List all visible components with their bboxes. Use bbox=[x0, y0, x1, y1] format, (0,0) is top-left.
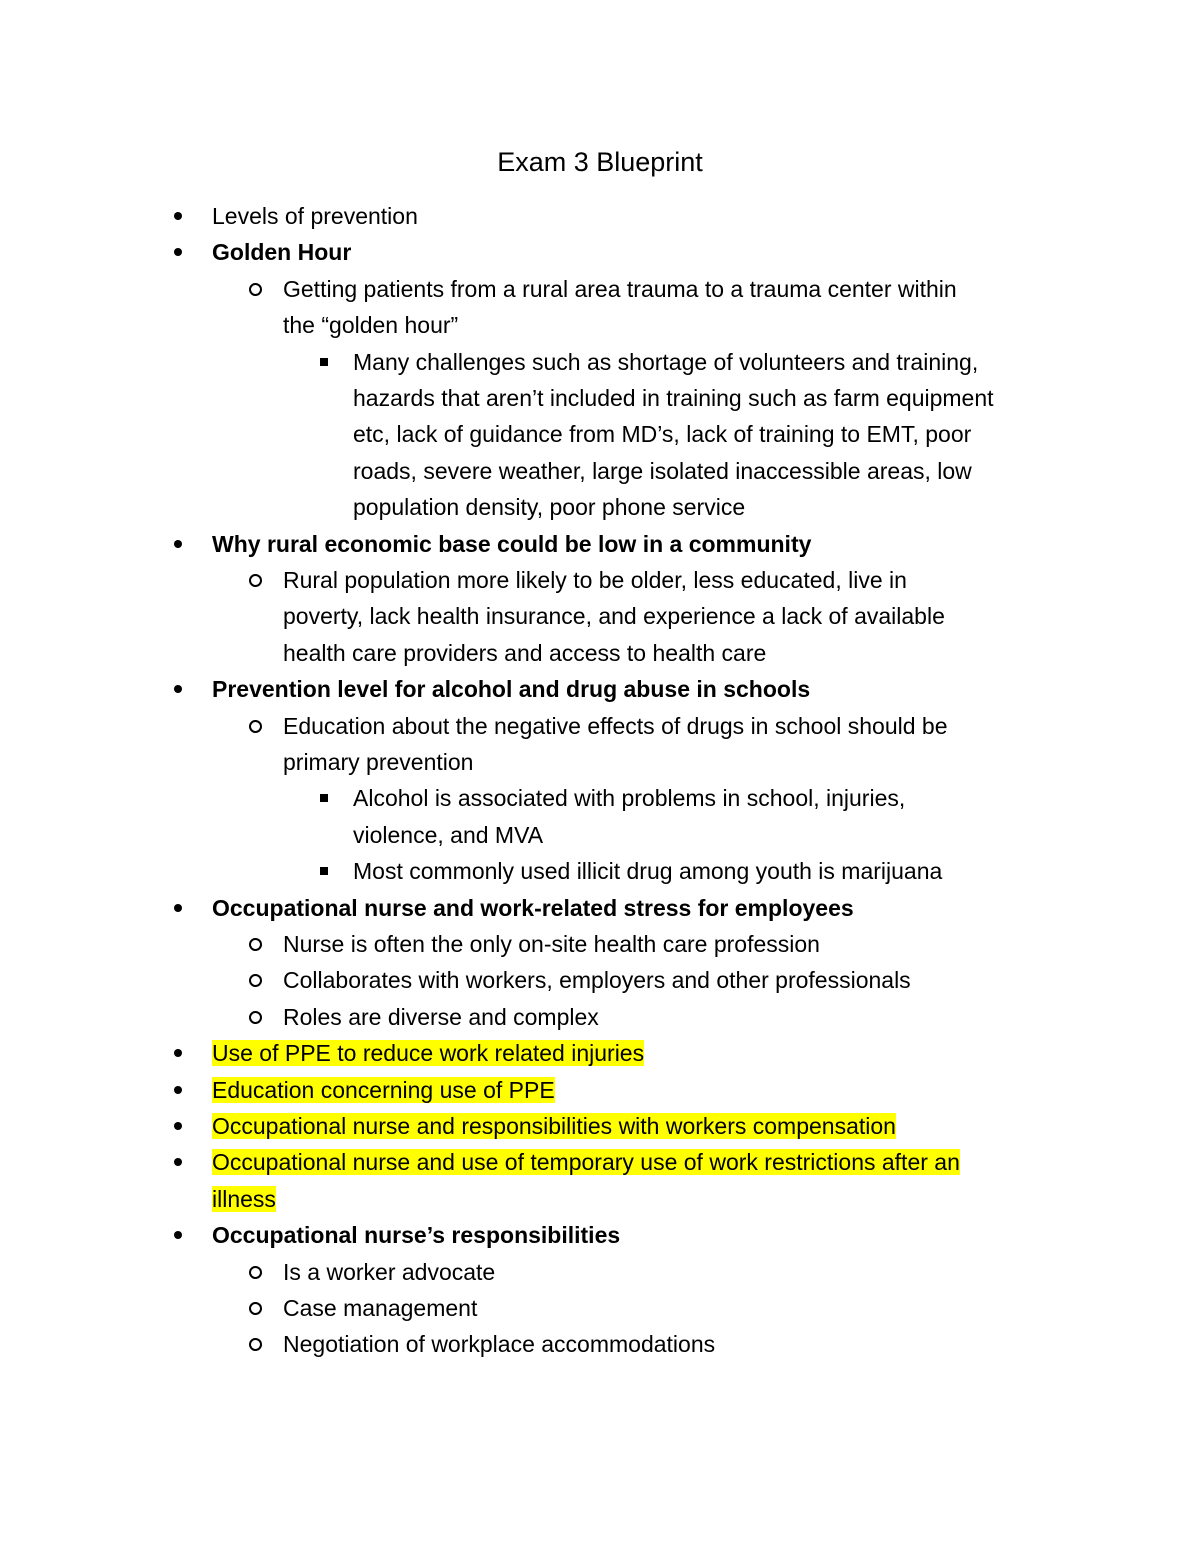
list-item-text: Collaborates with workers, employers and other professionals bbox=[283, 967, 911, 993]
list-item bbox=[283, 1293, 477, 1323]
list-item bbox=[283, 929, 820, 959]
list-item bbox=[353, 419, 971, 449]
page-title: Exam 3 Blueprint bbox=[497, 147, 703, 177]
bullet-disc-icon bbox=[174, 212, 182, 220]
list-item bbox=[283, 711, 947, 741]
list-item bbox=[212, 893, 854, 923]
list-item-text: violence, and MVA bbox=[353, 822, 544, 848]
list-item bbox=[283, 965, 911, 995]
list-item bbox=[283, 601, 945, 631]
bullet-circle-icon bbox=[249, 1011, 262, 1024]
list-item-text: Roles are diverse and complex bbox=[283, 1004, 599, 1030]
bullet-circle-icon bbox=[249, 720, 262, 733]
list-item bbox=[283, 747, 473, 777]
highlighted-text: Education concerning use of PPE bbox=[212, 1077, 555, 1103]
list-item bbox=[212, 237, 351, 267]
list-item-text: health care providers and access to health care bbox=[283, 640, 767, 666]
bullet-circle-icon bbox=[249, 1302, 262, 1315]
highlighted-text: illness bbox=[212, 1186, 276, 1212]
list-item-text: Occupational nurse and work-related stress for employees bbox=[212, 895, 854, 921]
bullet-disc-icon bbox=[174, 904, 182, 912]
list-item-text: Many challenges such as shortage of volunteers and training, bbox=[353, 349, 979, 375]
bullet-circle-icon bbox=[249, 1266, 262, 1279]
list-item-text: Rural population more likely to be older, less educated, live in bbox=[283, 567, 907, 593]
list-item bbox=[212, 1111, 896, 1141]
list-item bbox=[283, 1329, 715, 1359]
list-item-text: Levels of prevention bbox=[212, 203, 418, 229]
bullet-square-icon bbox=[320, 794, 328, 802]
list-item-text: Prevention level for alcohol and drug abuse in schools bbox=[212, 676, 811, 702]
highlighted-text: Use of PPE to reduce work related injuries bbox=[212, 1040, 645, 1066]
list-item-text: the “golden hour” bbox=[283, 312, 459, 338]
list-item bbox=[283, 1002, 599, 1032]
list-item bbox=[283, 274, 957, 304]
list-item bbox=[212, 1075, 555, 1105]
bullet-square-icon bbox=[320, 867, 328, 875]
list-item-text: hazards that aren’t included in training such as farm equipment bbox=[353, 385, 994, 411]
list-item-text: Occupational nurse’s responsibilities bbox=[212, 1222, 621, 1248]
list-item bbox=[212, 529, 811, 559]
list-item bbox=[353, 820, 543, 850]
bullet-circle-icon bbox=[249, 574, 262, 587]
list-item-text: Most commonly used illicit drug among youth is marijuana bbox=[353, 858, 943, 884]
list-item bbox=[353, 456, 972, 486]
list-item bbox=[212, 201, 418, 231]
list-item bbox=[283, 1257, 495, 1287]
bullet-circle-icon bbox=[249, 938, 262, 951]
list-item-text: roads, severe weather, large isolated inaccessible areas, low bbox=[353, 458, 972, 484]
bullet-circle-icon bbox=[249, 974, 262, 987]
list-item-text: Why rural economic base could be low in a community bbox=[212, 531, 812, 557]
bullet-disc-icon bbox=[174, 1049, 182, 1057]
list-item-text: poverty, lack health insurance, and experience a lack of available bbox=[283, 603, 945, 629]
highlighted-text: Occupational nurse and responsibilities with workers compensation bbox=[212, 1113, 896, 1139]
bullet-disc-icon bbox=[174, 1086, 182, 1094]
bullet-disc-icon bbox=[174, 1231, 182, 1239]
list-item bbox=[212, 1220, 620, 1250]
list-item-text: Is a worker advocate bbox=[283, 1259, 496, 1285]
list-item-text: Negotiation of workplace accommodations bbox=[283, 1331, 716, 1357]
bullet-square-icon bbox=[320, 358, 328, 366]
list-item-text: Golden Hour bbox=[212, 239, 352, 265]
list-item-text: etc, lack of guidance from MD’s, lack of training to EMT, poor bbox=[353, 421, 972, 447]
bullet-circle-icon bbox=[249, 283, 262, 296]
list-item bbox=[353, 783, 905, 813]
bullet-disc-icon bbox=[174, 248, 182, 256]
list-item-text: Alcohol is associated with problems in school, injuries, bbox=[353, 785, 906, 811]
bullet-disc-icon bbox=[174, 1122, 182, 1130]
list-item bbox=[353, 856, 942, 886]
list-item bbox=[353, 383, 994, 413]
list-item-text: population density, poor phone service bbox=[353, 494, 746, 520]
list-item bbox=[212, 1147, 960, 1177]
bullet-circle-icon bbox=[249, 1338, 262, 1351]
list-item bbox=[283, 565, 907, 595]
list-item bbox=[212, 1038, 644, 1068]
list-item-text: primary prevention bbox=[283, 749, 474, 775]
list-item bbox=[353, 347, 978, 377]
list-item-text: Education about the negative effects of drugs in school should be bbox=[283, 713, 948, 739]
list-item bbox=[283, 638, 766, 668]
list-item bbox=[212, 1184, 276, 1214]
bullet-disc-icon bbox=[174, 540, 182, 548]
list-item-text: Nurse is often the only on-site health care profession bbox=[283, 931, 820, 957]
bullet-disc-icon bbox=[174, 685, 182, 693]
list-item-text: Case management bbox=[283, 1295, 478, 1321]
list-item bbox=[212, 674, 810, 704]
bullet-disc-icon bbox=[174, 1158, 182, 1166]
list-item-text: Getting patients from a rural area trauma to a trauma center within bbox=[283, 276, 957, 302]
list-item bbox=[283, 310, 458, 340]
list-item bbox=[353, 492, 745, 522]
highlighted-text: Occupational nurse and use of temporary use of work restrictions after an bbox=[212, 1149, 960, 1175]
